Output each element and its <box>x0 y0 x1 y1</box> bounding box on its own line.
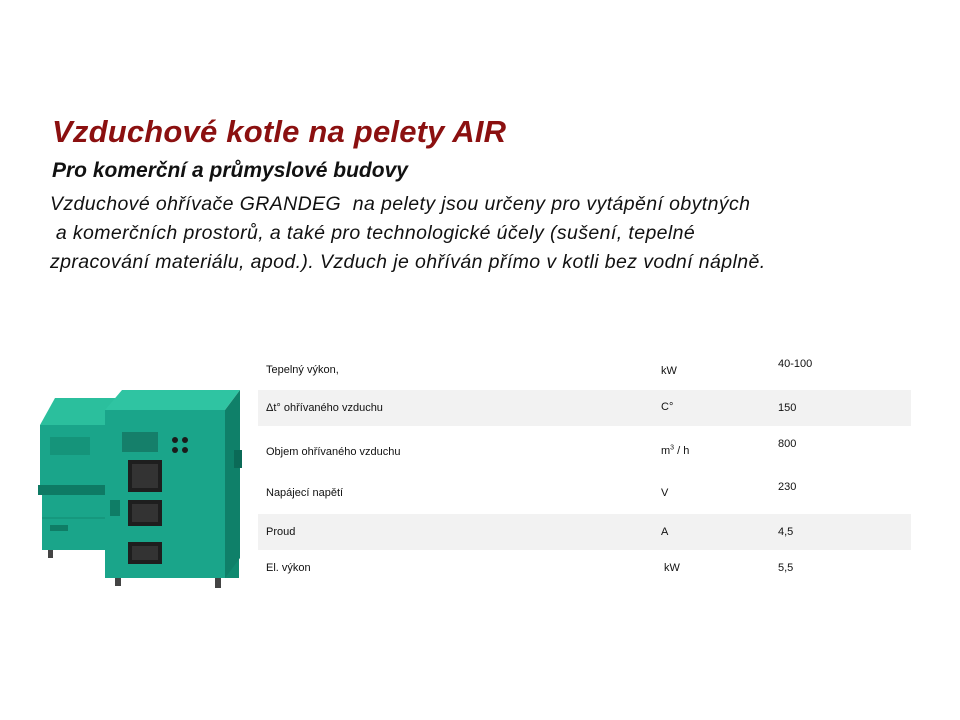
description-line: zpracování materiálu, apod.). Vzduch je ohříván přímo v kotli bez vodní náplně. <box>50 251 766 273</box>
spec-unit: V <box>661 487 669 499</box>
spec-label: Napájecí napětí <box>266 487 344 499</box>
spec-label: Tepelný výkon, <box>266 364 339 376</box>
description-line: Vzduchové ohřívače GRANDEG na pelety jsou určeny pro vytápění obytných <box>50 193 751 215</box>
spec-unit: kW <box>661 562 680 574</box>
spec-unit: C° <box>661 401 674 413</box>
table-row <box>258 514 911 550</box>
spec-value: 150 <box>778 402 797 414</box>
spec-value: 4,5 <box>778 526 794 538</box>
spec-unit: A <box>661 526 669 538</box>
spec-label: Proud <box>266 526 296 538</box>
table-row <box>258 390 911 426</box>
description <box>50 190 766 277</box>
spec-label: Δt° ohřívaného vzduchu <box>266 402 383 414</box>
description-line: a komerčních prostorů, a také pro technologické účely (sušení, tepelné <box>50 222 696 244</box>
table-row <box>258 550 911 586</box>
spec-table <box>258 350 911 586</box>
table-row <box>258 350 911 390</box>
spec-unit: $m^3$ / h <box>661 444 690 457</box>
spec-label: Objem ohřívaného vzduchu <box>266 446 401 458</box>
table-row <box>258 426 911 470</box>
spec-label: El. výkon <box>266 562 311 574</box>
page-title: Vzduchové kotle na pelety AIR <box>52 114 507 149</box>
spec-value: 40-100 <box>778 358 813 370</box>
spec-unit: kW <box>661 365 677 377</box>
page-subtitle: Pro komerční a průmyslové budovy <box>52 159 408 182</box>
spec-value: 230 <box>778 481 797 493</box>
table-row <box>258 470 911 514</box>
boiler-image <box>30 380 245 595</box>
spec-value: 800 <box>778 438 797 450</box>
spec-value: 5,5 <box>778 562 794 574</box>
